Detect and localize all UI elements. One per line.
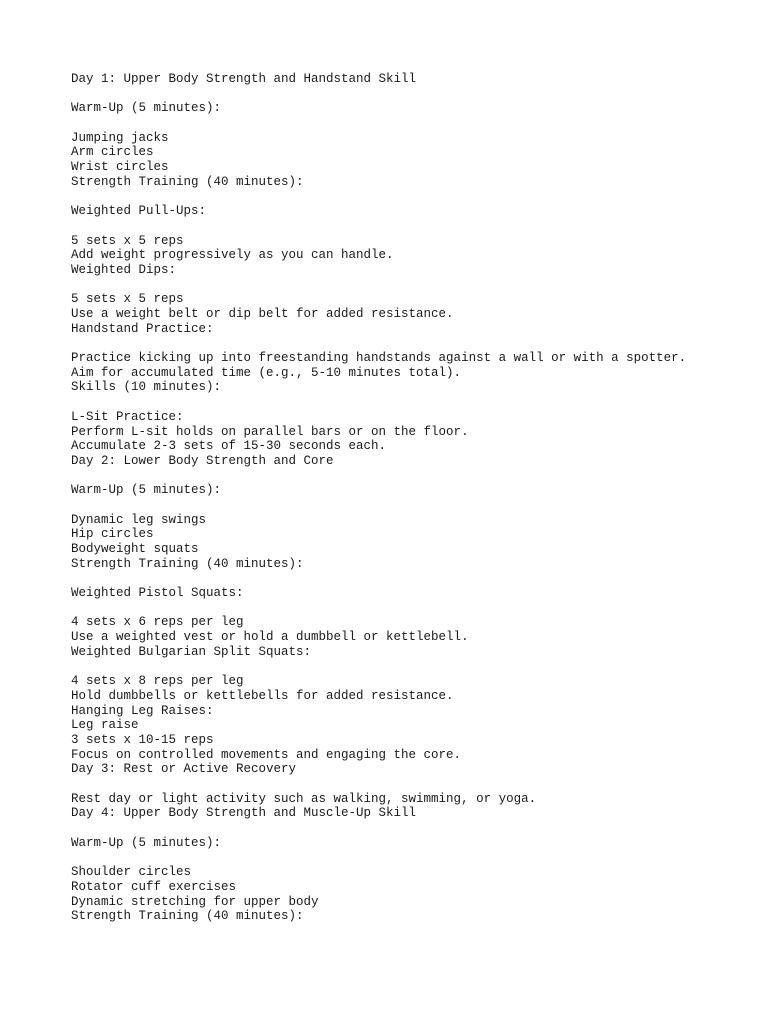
blank-line [71,116,751,131]
text-line: 5 sets x 5 reps [71,292,184,307]
blank-line [71,571,751,586]
text-line: Wrist circles [71,160,169,175]
text-line: Aim for accumulated time (e.g., 5-10 minutes total). [71,365,462,380]
text-line: Weighted Dips: [71,262,177,277]
text-line: Leg raise [71,718,139,733]
text-line: Strength Training (40 minutes): [71,909,304,924]
text-line: Accumulate 2-3 sets of 15-30 seconds each. [71,439,387,454]
text-line: Weighted Pull-Ups: [71,204,207,219]
blank-line [71,469,751,484]
text-line: Use a weighted vest or hold a dumbbell or kettlebell. [71,630,469,645]
blank-line [71,219,751,234]
blank-line [71,190,751,205]
text-line: Strength Training (40 minutes): [71,174,304,189]
text-line: Warm-Up (5 minutes): [71,101,222,116]
blank-line [71,87,751,102]
blank-line [71,278,751,293]
text-line: Strength Training (40 minutes): [71,556,304,571]
blank-line [71,498,751,513]
blank-line [71,336,751,351]
blank-line [71,821,751,836]
text-line: Handstand Practice: [71,321,214,336]
blank-line [71,660,751,675]
blank-line [71,777,751,792]
text-line: Day 2: Lower Body Strength and Core [71,453,334,468]
text-line: Hip circles [71,527,154,542]
text-line: 3 sets x 10-15 reps [71,732,214,747]
text-line: Weighted Bulgarian Split Squats: [71,644,312,659]
document-body [71,72,751,924]
text-line: Shoulder circles [71,865,192,880]
text-line: Rotator cuff exercises [71,879,237,894]
text-line: Add weight progressively as you can handle. [71,248,394,263]
text-line: Rest day or light activity such as walking, swimming, or yoga. [71,791,537,806]
text-line: Day 4: Upper Body Strength and Muscle-Up Skill [71,806,417,821]
blank-line [71,850,751,865]
text-line: Hold dumbbells or kettlebells for added resistance. [71,688,454,703]
text-line: Day 1: Upper Body Strength and Handstand Skill [71,72,417,86]
text-line: Focus on controlled movements and engaging the core. [71,747,462,762]
text-line: Hanging Leg Raises: [71,703,214,718]
text-line: Skills (10 minutes): [71,380,222,395]
text-line: 4 sets x 6 reps per leg [71,615,244,630]
text-line: 5 sets x 5 reps [71,233,184,248]
text-line: Arm circles [71,145,154,160]
text-line: Practice kicking up into freestanding handstands against a wall or with a spotter. [71,351,687,366]
text-line: Jumping jacks [71,130,169,145]
text-line: Warm-Up (5 minutes): [71,835,222,850]
blank-line [71,601,751,616]
text-line: Use a weight belt or dip belt for added resistance. [71,307,454,321]
text-line: Perform L-sit holds on parallel bars or on the floor. [71,424,469,439]
blank-line [71,395,751,410]
text-line: Dynamic stretching for upper body [71,894,319,909]
text-line: Dynamic leg swings [71,512,207,527]
text-line: 4 sets x 8 reps per leg [71,674,244,689]
text-line: Weighted Pistol Squats: [71,586,244,601]
text-line: Day 3: Rest or Active Recovery [71,762,297,777]
text-line: Warm-Up (5 minutes): [71,483,222,498]
text-line: Bodyweight squats [71,542,199,556]
text-line: L-Sit Practice: [71,409,184,424]
